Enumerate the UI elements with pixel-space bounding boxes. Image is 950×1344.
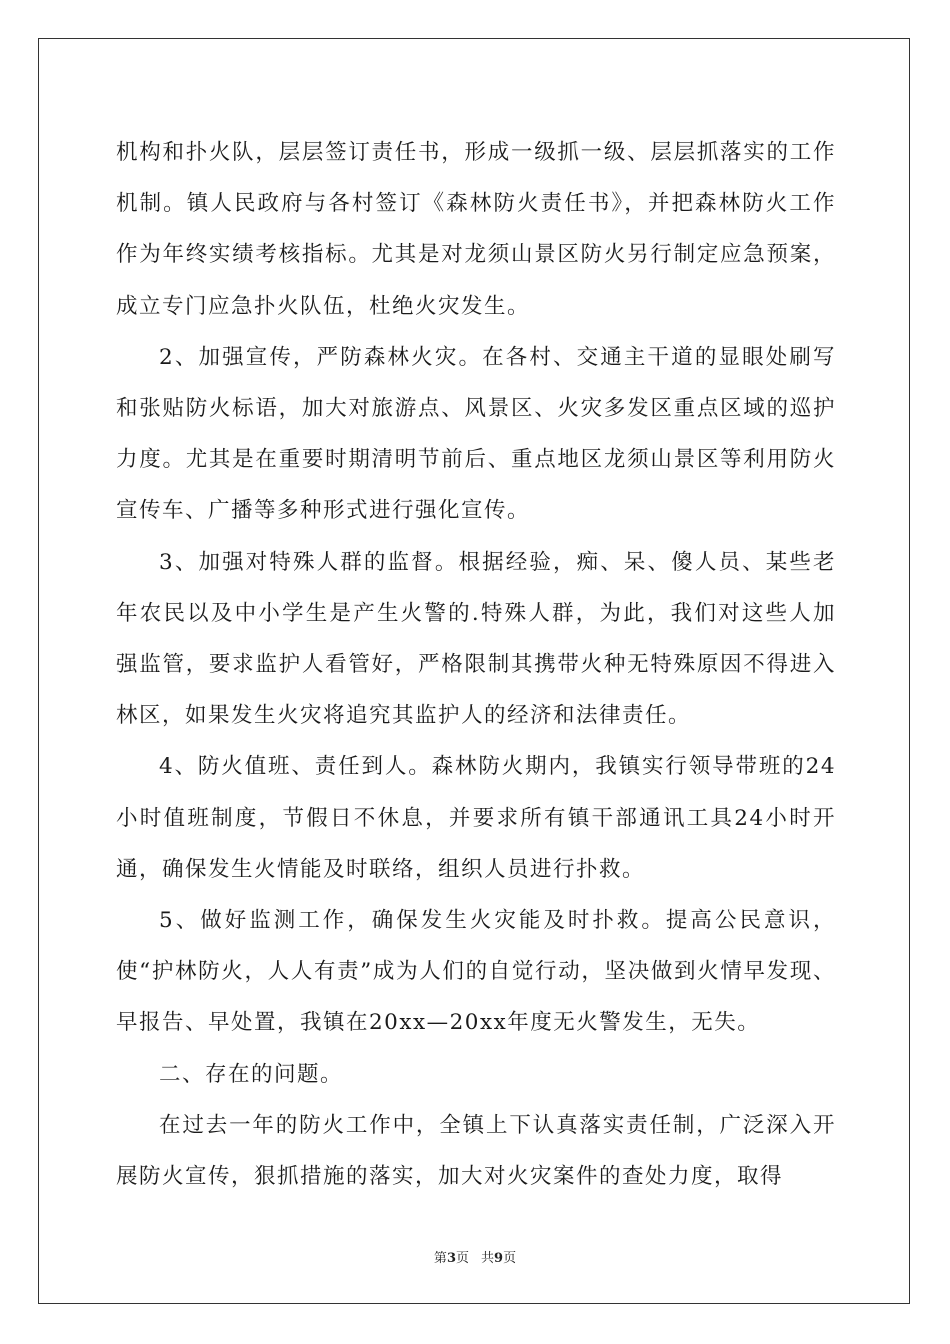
paragraph: 3、加强对特殊人群的监督。根据经验，痴、呆、傻人员、某些老年农民以及中小学生是产生火警的.特殊人群，为此，我们对这些人加强监管，要求监护人看管好，严格限制其携带火种无特殊原因不得进入林区，如果发生火灾将追究其监护人的经济和法律责任。: [116, 549, 836, 729]
document-body: [116, 127, 836, 1202]
paragraph: 2、加强宣传，严防森林火灾。在各村、交通主干道的显眼处刷写和张贴防火标语，加大对旅游点、风景区、火灾多发区重点区域的巡护力度。尤其是在重要时期清明节前后、重点地区龙须山景区等利用防火宣传车、广播等多种形式进行强化宣传。: [116, 344, 836, 524]
page-label-prefix: 第: [433, 1251, 447, 1266]
page-number: 3: [446, 1251, 456, 1266]
page-label-suffix: 页: [455, 1251, 469, 1266]
page-footer: [0, 1247, 950, 1266]
paragraph: 在过去一年的防火工作中，全镇上下认真落实责任制，广泛深入开展防火宣传，狠抓措施的落实，加大对火灾案件的查处力度，取得: [116, 1112, 836, 1190]
total-pages: 9: [494, 1251, 504, 1266]
section-heading: 二、存在的问题。: [159, 1061, 344, 1087]
total-label-suffix: 页: [503, 1251, 517, 1266]
total-label-prefix: 共: [481, 1251, 495, 1266]
paragraph: 机构和扑火队，层层签订责任书，形成一级抓一级、层层抓落实的工作机制。镇人民政府与各村签订《森林防火责任书》，并把森林防火工作作为年终实绩考核指标。尤其是对龙须山景区防火另行制定应急预案，成立专门应急扑火队伍，杜绝火灾发生。: [116, 140, 836, 319]
paragraph: 5、做好监测工作，确保发生火灾能及时扑救。提高公民意识，使“护林防火，人人有责”成为人们的自觉行动，坚决做到火情早发现、早报告、早处置，我镇在20xx—20xx年度无火警发生，无失。: [116, 908, 836, 1036]
paragraph: 4、防火值班、责任到人。森林防火期内，我镇实行领导带班的24小时值班制度，节假日不休息，并要求所有镇干部通讯工具24小时开通，确保发生火情能及时联络，组织人员进行扑救。: [116, 754, 836, 882]
